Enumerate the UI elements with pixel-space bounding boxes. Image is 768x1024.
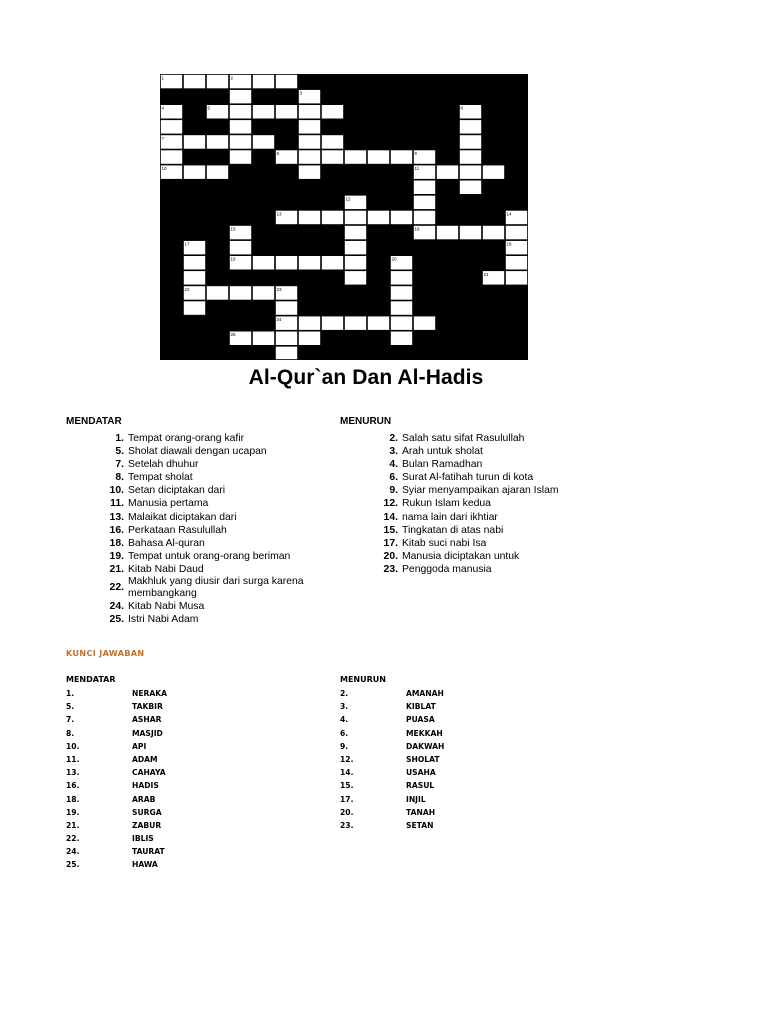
grid-cell[interactable] bbox=[391, 301, 413, 315]
answer-word: PUASA bbox=[406, 715, 435, 725]
clue-text: Tempat untuk orang-orang beriman bbox=[128, 550, 291, 562]
grid-cell[interactable] bbox=[276, 75, 298, 89]
grid-cell[interactable] bbox=[322, 316, 344, 330]
answer-row bbox=[340, 779, 444, 792]
grid-cell-number: 20 bbox=[391, 256, 397, 262]
answer-row bbox=[66, 753, 167, 766]
answer-number: 20. bbox=[340, 807, 354, 817]
answer-row bbox=[66, 727, 167, 740]
mendatar-clue bbox=[90, 600, 313, 613]
grid-cell[interactable] bbox=[345, 256, 367, 270]
grid-cell[interactable] bbox=[230, 135, 252, 149]
grid-cell[interactable] bbox=[345, 316, 367, 330]
page-title: Al-Qur`an Dan Al-Hadis bbox=[248, 366, 484, 389]
grid-cell[interactable] bbox=[253, 135, 275, 149]
grid-cell-number: 18 bbox=[506, 241, 512, 247]
grid-cell[interactable] bbox=[345, 241, 367, 255]
mendatar-clue bbox=[90, 445, 313, 458]
grid-cell[interactable] bbox=[460, 165, 482, 179]
answer-word: USAHA bbox=[406, 768, 436, 778]
answer-row bbox=[66, 832, 167, 845]
menurun-clue bbox=[364, 497, 587, 510]
answer-key-title: KUNCI JAWABAN bbox=[66, 649, 145, 658]
answer-word: SHOLAT bbox=[406, 754, 440, 764]
answer-number: 9. bbox=[340, 741, 349, 751]
grid-cell[interactable] bbox=[253, 256, 275, 270]
grid-cell[interactable] bbox=[437, 165, 459, 179]
mendatar-heading: MENDATAR bbox=[66, 416, 122, 427]
grid-cell[interactable] bbox=[184, 271, 206, 285]
grid-cell-number: 7 bbox=[161, 135, 165, 141]
clue-number: 3. bbox=[389, 446, 398, 458]
answer-word: NERAKA bbox=[132, 689, 168, 698]
answer-number: 17. bbox=[340, 794, 354, 804]
clue-text: Syiar menyampaikan ajaran Islam bbox=[402, 485, 559, 497]
grid-cell[interactable] bbox=[345, 210, 367, 224]
answer-row bbox=[66, 766, 167, 779]
answer-number: 12. bbox=[340, 754, 354, 764]
grid-cell[interactable] bbox=[253, 331, 275, 345]
answer-number: 14. bbox=[340, 768, 354, 778]
mendatar-clue-list bbox=[90, 432, 313, 626]
clue-text: Salah satu sifat Rasulullah bbox=[402, 433, 525, 444]
clue-number: 21. bbox=[109, 563, 124, 575]
answer-word: KIBLAT bbox=[406, 702, 436, 712]
grid-cell[interactable] bbox=[483, 165, 505, 179]
mendatar-clue bbox=[90, 458, 313, 471]
clue-text: Kitab Nabi Daud bbox=[128, 563, 204, 575]
answer-word: SETAN bbox=[406, 820, 434, 830]
grid-cell[interactable] bbox=[414, 195, 436, 209]
clue-number: 9. bbox=[389, 485, 398, 497]
menurun-heading: MENURUN bbox=[340, 416, 392, 427]
answer-number: 21. bbox=[66, 820, 80, 830]
mendatar-clue bbox=[90, 432, 313, 445]
mendatar-clue bbox=[90, 576, 313, 600]
clue-text: Tingkatan di atas nabi bbox=[402, 524, 504, 536]
clue-text: Arah untuk sholat bbox=[402, 446, 483, 458]
mendatar-clue bbox=[90, 497, 313, 510]
clue-number: 1. bbox=[115, 433, 124, 444]
clue-text: Makhluk yang diusir dari surga karena membangkang bbox=[128, 576, 304, 600]
grid-cell[interactable] bbox=[184, 256, 206, 270]
grid-cell[interactable] bbox=[391, 150, 413, 164]
answer-mendatar-list bbox=[66, 687, 167, 872]
crossword-grid bbox=[160, 74, 528, 360]
grid-cell[interactable] bbox=[230, 105, 252, 119]
grid-cell[interactable] bbox=[299, 165, 321, 179]
answer-word: TAURAT bbox=[132, 847, 165, 857]
clue-number: 14. bbox=[383, 511, 398, 523]
clue-number: 11. bbox=[110, 498, 124, 510]
answer-mendatar-heading: MENDATAR bbox=[66, 675, 116, 684]
grid-cell-number: 19 bbox=[230, 256, 236, 262]
clue-text: Manusia pertama bbox=[128, 498, 209, 510]
answer-word: HAWA bbox=[132, 860, 158, 870]
grid-cell[interactable] bbox=[299, 256, 321, 270]
answer-number: 18. bbox=[66, 794, 80, 804]
answer-row bbox=[66, 793, 167, 806]
grid-cell-number: 22 bbox=[184, 286, 190, 292]
grid-cell-number: 9 bbox=[414, 151, 418, 156]
answer-word: INJIL bbox=[406, 794, 426, 804]
answer-word: ZABUR bbox=[132, 820, 162, 830]
grid-cell[interactable] bbox=[322, 256, 344, 270]
clue-number: 12. bbox=[383, 498, 398, 510]
grid-cell-number: 8 bbox=[276, 151, 280, 156]
answer-word: AMANAH bbox=[406, 689, 444, 698]
answer-row bbox=[66, 779, 167, 792]
menurun-clue bbox=[364, 484, 587, 497]
grid-cell[interactable] bbox=[437, 226, 459, 240]
answer-word: SURGA bbox=[132, 807, 162, 817]
answer-number: 10. bbox=[66, 741, 80, 751]
grid-cell[interactable] bbox=[230, 120, 252, 134]
clue-number: 16. bbox=[109, 524, 124, 536]
grid-cell[interactable] bbox=[207, 286, 229, 300]
menurun-clue bbox=[364, 445, 587, 458]
answer-menurun-list bbox=[340, 687, 444, 832]
grid-cell[interactable] bbox=[368, 150, 390, 164]
grid-cell[interactable] bbox=[299, 316, 321, 330]
answer-row bbox=[340, 687, 444, 700]
grid-cell[interactable] bbox=[161, 150, 183, 164]
answer-number: 1. bbox=[66, 689, 75, 698]
answer-word: DAKWAH bbox=[406, 741, 445, 751]
clue-number: 25. bbox=[109, 614, 124, 626]
menurun-clue bbox=[364, 524, 587, 537]
clue-number: 22. bbox=[109, 582, 124, 594]
grid-cell[interactable] bbox=[460, 135, 482, 149]
answer-row bbox=[340, 713, 444, 726]
grid-cell[interactable] bbox=[460, 226, 482, 240]
clue-text: Surat Al-fatihah turun di kota bbox=[402, 472, 534, 484]
menurun-clue bbox=[364, 537, 587, 550]
grid-cell[interactable] bbox=[207, 75, 229, 89]
clue-text: Penggoda manusia bbox=[402, 563, 492, 575]
menurun-clue bbox=[364, 458, 587, 471]
answer-row bbox=[340, 819, 444, 832]
grid-cell[interactable] bbox=[207, 135, 229, 149]
grid-cell[interactable] bbox=[506, 256, 528, 270]
answer-number: 23. bbox=[340, 820, 354, 830]
grid-cell-number: 15 bbox=[230, 226, 236, 232]
grid-cell-number: 12 bbox=[345, 196, 351, 202]
answer-word: ASHAR bbox=[132, 715, 162, 725]
answer-row bbox=[66, 700, 167, 713]
grid-cell[interactable] bbox=[368, 316, 390, 330]
grid-cell[interactable] bbox=[276, 331, 298, 345]
clue-number: 18. bbox=[109, 537, 124, 549]
answer-word: TANAH bbox=[406, 807, 436, 817]
answer-number: 25. bbox=[66, 860, 80, 870]
answer-row bbox=[66, 740, 167, 753]
grid-cell[interactable] bbox=[322, 210, 344, 224]
mendatar-clue bbox=[90, 550, 313, 563]
grid-cell[interactable] bbox=[230, 241, 252, 255]
mendatar-clue bbox=[90, 537, 313, 550]
grid-cell[interactable] bbox=[322, 135, 344, 149]
menurun-clue-list bbox=[364, 432, 587, 576]
answer-number: 8. bbox=[66, 728, 75, 738]
clue-text: Setan diciptakan dari bbox=[128, 485, 226, 497]
clue-text: Bulan Ramadhan bbox=[402, 459, 483, 471]
answer-number: 16. bbox=[66, 781, 80, 791]
grid-cell[interactable] bbox=[207, 165, 229, 179]
grid-cell-number: 21 bbox=[483, 271, 489, 277]
grid-cell[interactable] bbox=[345, 150, 367, 164]
grid-cell[interactable] bbox=[391, 331, 413, 345]
clue-number: 17. bbox=[383, 537, 398, 549]
answer-number: 7. bbox=[66, 715, 75, 725]
mendatar-clue bbox=[90, 511, 313, 524]
grid-cell-number: 10 bbox=[161, 166, 167, 172]
answer-number: 3. bbox=[340, 702, 349, 712]
clue-number: 7. bbox=[115, 459, 124, 471]
answer-row bbox=[66, 845, 167, 858]
clue-text: Tempat sholat bbox=[128, 472, 193, 484]
mendatar-clue bbox=[90, 524, 313, 537]
answer-number: 11. bbox=[66, 754, 80, 764]
clue-number: 20. bbox=[383, 550, 398, 562]
grid-cell[interactable] bbox=[276, 346, 298, 359]
grid-cell[interactable] bbox=[322, 150, 344, 164]
grid-cell[interactable] bbox=[345, 226, 367, 240]
grid-cell[interactable] bbox=[368, 210, 390, 224]
grid-cell[interactable] bbox=[253, 286, 275, 300]
answer-word: CAHAYA bbox=[132, 768, 166, 778]
crossword-svg bbox=[160, 74, 528, 360]
answer-number: 15. bbox=[340, 781, 354, 791]
grid-cell[interactable] bbox=[184, 75, 206, 89]
mendatar-clue bbox=[90, 563, 313, 576]
grid-cell[interactable] bbox=[391, 210, 413, 224]
clue-number: 19. bbox=[109, 550, 124, 562]
answer-word: HADIS bbox=[132, 781, 159, 791]
clue-text: Setelah dhuhur bbox=[128, 459, 199, 471]
grid-cell-number: 24 bbox=[276, 317, 282, 323]
answer-row bbox=[340, 753, 444, 766]
grid-cell[interactable] bbox=[391, 316, 413, 330]
clue-text: Kitab suci nabi Isa bbox=[402, 537, 487, 549]
grid-cell[interactable] bbox=[460, 180, 482, 194]
grid-cell[interactable] bbox=[506, 271, 528, 285]
grid-cell[interactable] bbox=[483, 226, 505, 240]
clue-text: Kitab Nabi Musa bbox=[128, 601, 205, 613]
clue-text: Manusia diciptakan untuk bbox=[402, 550, 520, 562]
grid-cell[interactable] bbox=[299, 105, 321, 119]
answer-number: 19. bbox=[66, 807, 80, 817]
grid-cell-number: 6 bbox=[460, 105, 464, 111]
answer-menurun-heading: MENURUN bbox=[340, 675, 386, 684]
answer-word: IBLIS bbox=[132, 834, 154, 844]
grid-cell-number: 5 bbox=[207, 105, 211, 111]
clue-text: nama lain dari ikhtiar bbox=[402, 511, 498, 523]
grid-cell[interactable] bbox=[230, 90, 252, 104]
clue-text: Istri Nabi Adam bbox=[128, 614, 199, 626]
grid-cell[interactable] bbox=[460, 120, 482, 134]
clue-text: Malaikat diciptakan dari bbox=[128, 511, 237, 523]
grid-cell[interactable] bbox=[391, 271, 413, 285]
answer-row bbox=[66, 819, 167, 832]
answer-row bbox=[340, 806, 444, 819]
grid-cell[interactable] bbox=[299, 120, 321, 134]
grid-cell-number: 16 bbox=[414, 226, 420, 232]
mendatar-clue bbox=[90, 484, 313, 497]
grid-cell[interactable] bbox=[299, 150, 321, 164]
answer-number: 2. bbox=[340, 689, 349, 698]
clue-number: 13. bbox=[109, 511, 124, 523]
answer-word: TAKBIR bbox=[132, 702, 163, 712]
grid-cell[interactable] bbox=[299, 331, 321, 345]
grid-cell[interactable] bbox=[230, 150, 252, 164]
answer-word: ARAB bbox=[132, 794, 156, 804]
grid-cell[interactable] bbox=[414, 316, 436, 330]
answer-word: MEKKAH bbox=[406, 728, 443, 738]
answer-row bbox=[340, 700, 444, 713]
grid-cell[interactable] bbox=[184, 165, 206, 179]
grid-cell[interactable] bbox=[230, 286, 252, 300]
grid-cell[interactable] bbox=[345, 271, 367, 285]
grid-cell[interactable] bbox=[184, 301, 206, 315]
clue-number: 23. bbox=[383, 563, 398, 575]
grid-cell-number: 14 bbox=[506, 211, 512, 217]
grid-cell[interactable] bbox=[391, 286, 413, 300]
clue-text: Tempat orang-orang kafir bbox=[128, 433, 245, 444]
clue-number: 10. bbox=[109, 485, 124, 497]
answer-row bbox=[340, 740, 444, 753]
grid-cell[interactable] bbox=[506, 226, 528, 240]
grid-cell-number: 25 bbox=[230, 332, 236, 338]
grid-cell[interactable] bbox=[276, 105, 298, 119]
grid-cell-number: 1 bbox=[161, 75, 165, 81]
clue-text: Bahasa Al-quran bbox=[128, 537, 205, 549]
answer-row bbox=[66, 687, 167, 700]
clue-number: 8. bbox=[115, 472, 124, 484]
clue-number: 4. bbox=[389, 459, 398, 471]
clue-text: Perkataan Rasulullah bbox=[128, 524, 227, 536]
grid-cell[interactable] bbox=[414, 180, 436, 194]
answer-word: API bbox=[132, 741, 147, 751]
grid-cell[interactable] bbox=[276, 301, 298, 315]
answer-word: ADAM bbox=[132, 754, 158, 764]
answer-word: MASJID bbox=[132, 728, 163, 738]
grid-cell-number: 13 bbox=[276, 211, 282, 217]
grid-cell-number: 11 bbox=[414, 166, 420, 172]
grid-cell-number: 4 bbox=[161, 105, 165, 111]
grid-cell-number: 17 bbox=[184, 241, 190, 247]
clue-number: 2. bbox=[389, 433, 398, 444]
grid-cell-number: 2 bbox=[230, 75, 234, 81]
grid-cell[interactable] bbox=[276, 256, 298, 270]
answer-number: 24. bbox=[66, 847, 80, 857]
clue-text: Rukun Islam kedua bbox=[402, 498, 491, 510]
answer-number: 5. bbox=[66, 702, 75, 712]
menurun-clue bbox=[364, 563, 587, 576]
grid-cell[interactable] bbox=[161, 120, 183, 134]
grid-cell[interactable] bbox=[322, 105, 344, 119]
grid-cell[interactable] bbox=[414, 210, 436, 224]
clue-number: 24. bbox=[109, 601, 124, 613]
clue-number: 5. bbox=[115, 446, 124, 458]
menurun-clue bbox=[364, 432, 587, 445]
grid-cell[interactable] bbox=[253, 105, 275, 119]
mendatar-clue bbox=[90, 471, 313, 484]
answer-row bbox=[66, 858, 167, 871]
mendatar-clue bbox=[90, 613, 313, 626]
grid-cell[interactable] bbox=[460, 150, 482, 164]
grid-cell-number: 3 bbox=[299, 90, 303, 96]
answer-word: RASUL bbox=[406, 781, 435, 791]
menurun-clue bbox=[364, 471, 587, 484]
clue-number: 6. bbox=[389, 472, 398, 484]
answer-row bbox=[66, 806, 167, 819]
grid-cell-number: 23 bbox=[276, 286, 282, 292]
answer-row bbox=[340, 766, 444, 779]
answer-number: 4. bbox=[340, 715, 349, 725]
menurun-clue bbox=[364, 511, 587, 524]
answer-row bbox=[340, 727, 444, 740]
answer-number: 13. bbox=[66, 768, 80, 778]
grid-cell[interactable] bbox=[299, 135, 321, 149]
clue-text: Sholat diawali dengan ucapan bbox=[128, 446, 267, 458]
answer-number: 6. bbox=[340, 728, 349, 738]
grid-cell[interactable] bbox=[184, 135, 206, 149]
grid-cell[interactable] bbox=[253, 75, 275, 89]
answer-row bbox=[340, 793, 444, 806]
answer-row bbox=[66, 713, 167, 726]
grid-cell[interactable] bbox=[299, 210, 321, 224]
clue-number: 15. bbox=[383, 524, 398, 536]
answer-number: 22. bbox=[66, 834, 80, 844]
menurun-clue bbox=[364, 550, 587, 563]
